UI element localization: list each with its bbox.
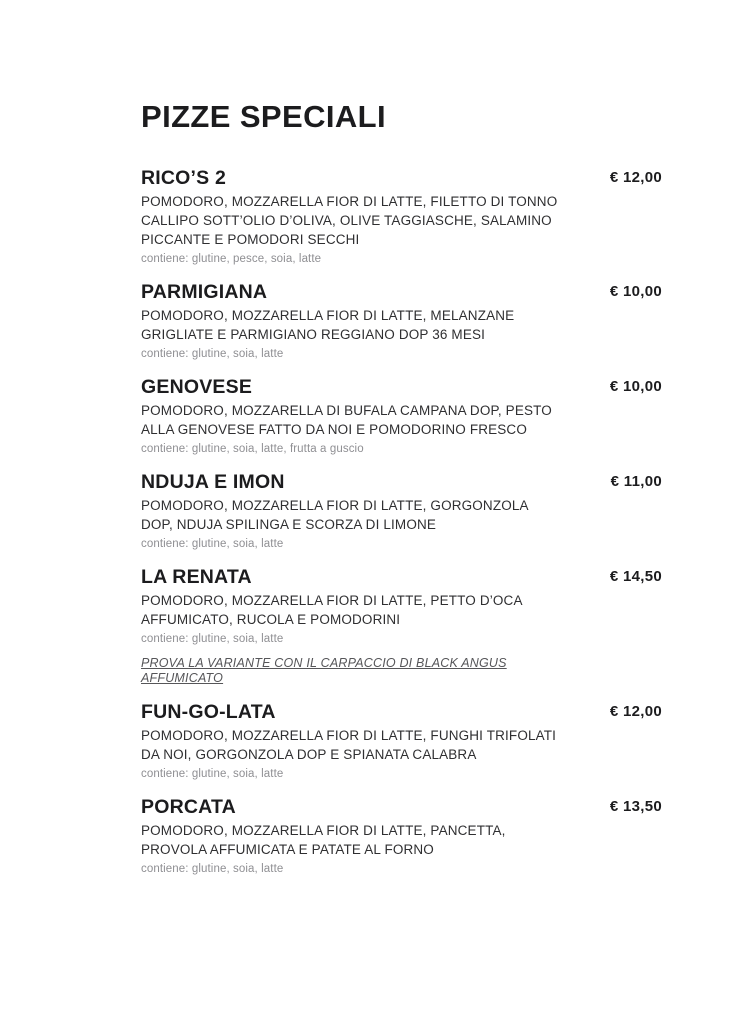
menu-item-price: € 10,00	[609, 378, 662, 395]
menu-item-allergens: contiene: glutine, pesce, soia, latte	[141, 253, 322, 265]
menu-item-price: € 13,50	[609, 798, 662, 815]
menu-item-name: FUN-GO-LATA	[141, 701, 276, 723]
menu-item-price: € 14,50	[609, 568, 662, 585]
menu-item-header	[141, 375, 662, 399]
menu-item-allergens: contiene: glutine, soia, latte	[141, 348, 284, 360]
menu-item-name: PORCATA	[141, 796, 236, 818]
menu-item-name: RICO’S 2	[141, 167, 227, 189]
menu-item-price: € 10,00	[609, 283, 662, 300]
menu-item	[141, 795, 662, 876]
menu-item-variant-note: PROVA LA VARIANTE CON IL CARPACCIO DI BLACK ANGUS AFFUMICATO	[141, 656, 507, 685]
menu-item-allergens: contiene: glutine, soia, latte, frutta a guscio	[141, 443, 364, 455]
menu-item-description: POMODORO, MOZZARELLA FIOR DI LATTE, PANCETTA, PROVOLA AFFUMICATA E PATATE AL FORNO	[141, 823, 506, 857]
menu-item-header	[141, 166, 662, 190]
menu-item	[141, 470, 662, 551]
menu-item-allergens: contiene: glutine, soia, latte	[141, 538, 284, 550]
menu-item-name: PARMIGIANA	[141, 281, 268, 303]
menu-item-name: NDUJA E IMON	[141, 471, 285, 493]
menu-item-header	[141, 700, 662, 724]
page-title: PIZZE SPECIALI	[141, 99, 387, 134]
menu-item-name: LA RENATA	[141, 566, 252, 588]
menu-item-description: POMODORO, MOZZARELLA FIOR DI LATTE, FUNGHI TRIFOLATI DA NOI, GORGONZOLA DOP E SPIANATA CALABRA	[141, 728, 557, 762]
menu-item	[141, 700, 662, 781]
menu-item-header	[141, 280, 662, 304]
menu-item-price: € 12,00	[609, 703, 662, 720]
menu-item-allergens: contiene: glutine, soia, latte	[141, 768, 284, 780]
menu-item	[141, 166, 662, 266]
menu-item-description: POMODORO, MOZZARELLA FIOR DI LATTE, PETTO D’OCA AFFUMICATO, RUCOLA E POMODORINI	[141, 593, 522, 627]
menu-item	[141, 375, 662, 456]
menu-item-header	[141, 470, 662, 494]
menu-item-allergens: contiene: glutine, soia, latte	[141, 863, 284, 875]
menu-items	[141, 166, 662, 876]
menu-item-price: € 12,00	[609, 169, 662, 186]
menu-item-price: € 11,00	[610, 473, 662, 490]
menu-item-allergens: contiene: glutine, soia, latte	[141, 633, 284, 645]
menu-item-name: GENOVESE	[141, 376, 253, 398]
menu-item-header	[141, 565, 662, 589]
menu-item	[141, 280, 662, 361]
menu-item-description: POMODORO, MOZZARELLA FIOR DI LATTE, FILETTO DI TONNO CALLIPO SOTT’OLIO D’OLIVA, OLIVE TAGGIASCHE, SALAMINO PICCANTE E POMODORI SECCHI	[141, 194, 558, 247]
menu-item-header	[141, 795, 662, 819]
menu-item-description: POMODORO, MOZZARELLA DI BUFALA CAMPANA DOP, PESTO ALLA GENOVESE FATTO DA NOI E POMODORINO FRESCO	[141, 403, 552, 437]
menu-item-description: POMODORO, MOZZARELLA FIOR DI LATTE, GORGONZOLA DOP, NDUJA SPILINGA E SCORZA DI LIMONE	[141, 498, 528, 532]
menu-item	[141, 565, 662, 686]
menu-item-description: POMODORO, MOZZARELLA FIOR DI LATTE, MELANZANE GRIGLIATE E PARMIGIANO REGGIANO DOP 36 MESI	[141, 308, 515, 342]
